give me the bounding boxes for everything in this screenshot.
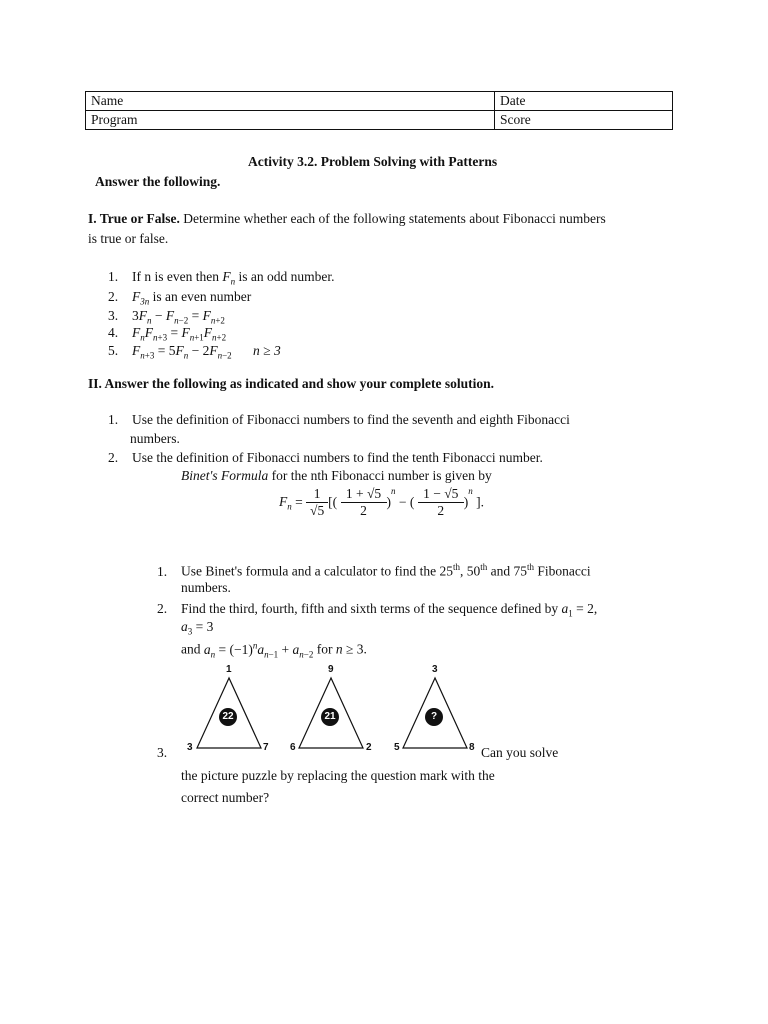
part2-item-1 — [108, 412, 570, 428]
math-formula: $3F_n - F_{n-2} = F_{n+2}$ — [132, 308, 225, 326]
triangle-3-right: 8 — [469, 742, 475, 753]
math-formula: $F_{n+3} = 5F_n - 2F_{n-2}$ — [132, 343, 232, 361]
triangle-1-left: 3 — [187, 742, 193, 753]
binet-text: for the nth Fibonacci number is given by — [268, 468, 492, 483]
tf-item-4 — [108, 325, 226, 343]
picture-puzzle — [186, 664, 486, 756]
math-formula: $a_n = (-1)^na_{n-1} + a_{n-2}$ — [203, 640, 314, 660]
item-number: 4. — [108, 325, 119, 340]
item-number: 2. — [157, 601, 168, 616]
subitem-3-line2: the picture puzzle by replacing the question mark with the — [181, 768, 495, 783]
triangle-2-top: 9 — [328, 664, 334, 675]
triangle-3-top: 3 — [432, 664, 438, 675]
triangle-1-center: 22 — [219, 708, 237, 726]
header-table — [85, 91, 673, 130]
item-text: for — [313, 641, 336, 657]
header-row-1 — [86, 92, 673, 111]
item-text: Fibonacci — [534, 563, 591, 579]
subitem-2-line2: $a_3 = 3$ — [181, 619, 214, 637]
item-text: Find the third, fourth, fifth and sixth terms of the sequence defined by — [181, 601, 562, 616]
triangle-2-left: 6 — [290, 742, 296, 753]
triangle-1-right: 7 — [263, 742, 269, 753]
program-field[interactable]: Program — [86, 111, 495, 130]
subitem-1 — [157, 562, 591, 580]
subitem-2-line3 — [181, 640, 367, 659]
part1-description: Determine whether each of the following statements about Fibonacci numbers — [183, 211, 606, 226]
math-formula: n ≥ 3. — [335, 641, 367, 657]
binet-intro — [181, 468, 492, 484]
part1-heading: I. True or False. — [88, 211, 180, 226]
item-condition: n ≥ 3 — [253, 343, 281, 358]
item-text: and — [181, 641, 204, 657]
tf-item-1 — [108, 269, 334, 287]
instruction: Answer the following. — [95, 174, 221, 189]
triangle-3-left: 5 — [394, 742, 400, 753]
part2-item-1-line2: numbers. — [130, 431, 180, 446]
item-text: Use the definition of Fibonacci numbers to find the tenth Fibonacci number. — [132, 450, 543, 465]
triangle-3-center: ? — [425, 708, 443, 726]
ordinal-suffix: th — [480, 562, 488, 572]
triangle-2-right: 2 — [366, 742, 372, 753]
triangle-2-center: 21 — [321, 708, 339, 726]
item-number: 5. — [108, 343, 119, 358]
part2-item-2 — [108, 450, 543, 466]
subitem-1-line2: numbers. — [181, 580, 231, 595]
subitem-3-line1: Can you solve — [481, 745, 559, 760]
tf-item-2 — [108, 289, 251, 307]
item-text: , 50 — [460, 563, 481, 579]
item-text-post: is an even number — [149, 289, 252, 304]
item-number: 2. — [108, 450, 119, 465]
math-formula: $F_n$ — [222, 269, 236, 287]
part1-intro — [88, 211, 606, 227]
item-number: 1. — [157, 563, 168, 579]
binet-formula: $F_n$ = $\frac{1}{√5}$ [( $\frac{1 + √5}{2}$ )$^n$ − ( $\frac{1 - √5}{2}$ )$^n$ ]. — [279, 486, 484, 518]
math-formula: $F_nF_{n+3} = F_{n+1}F_{n+2}$ — [132, 325, 227, 343]
triangle-1-top: 1 — [226, 664, 232, 675]
tf-item-3 — [108, 308, 225, 326]
item-text: Use the definition of Fibonacci numbers to find the seventh and eighth Fibonacci — [132, 412, 570, 427]
math-formula: $F_{3n}$ — [132, 289, 150, 307]
part1-description-line2: is true or false. — [88, 231, 169, 246]
ordinal-suffix: th — [527, 562, 535, 572]
item-text: and 75 — [487, 563, 528, 579]
part2-heading: II. Answer the following as indicated and show your complete solution. — [88, 376, 495, 391]
math-formula: $a_1 = 2$, — [561, 601, 598, 619]
score-field[interactable]: Score — [495, 111, 673, 130]
tf-item-5 — [108, 343, 281, 361]
item-number: 1. — [108, 412, 119, 427]
subitem-2 — [157, 601, 597, 619]
item-text-pre: If n is even then — [132, 269, 223, 284]
item-number: 1. — [108, 269, 119, 284]
item-number: 2. — [108, 289, 119, 304]
page-title: Activity 3.2. Problem Solving with Patterns — [248, 154, 498, 169]
item-number: 3. — [108, 308, 119, 323]
ordinal-suffix: th — [452, 562, 460, 572]
header-row-2 — [86, 111, 673, 130]
item-text: Use Binet's formula and a calculator to find the 25 — [181, 563, 453, 579]
date-field[interactable]: Date — [495, 92, 673, 111]
subitem-3-line3: correct number? — [181, 790, 270, 805]
binet-name: Binet's Formula — [181, 468, 269, 483]
subitem-3-number: 3. — [157, 745, 168, 760]
name-field[interactable]: Name — [86, 92, 495, 111]
item-text-post: is an odd number. — [235, 269, 335, 284]
